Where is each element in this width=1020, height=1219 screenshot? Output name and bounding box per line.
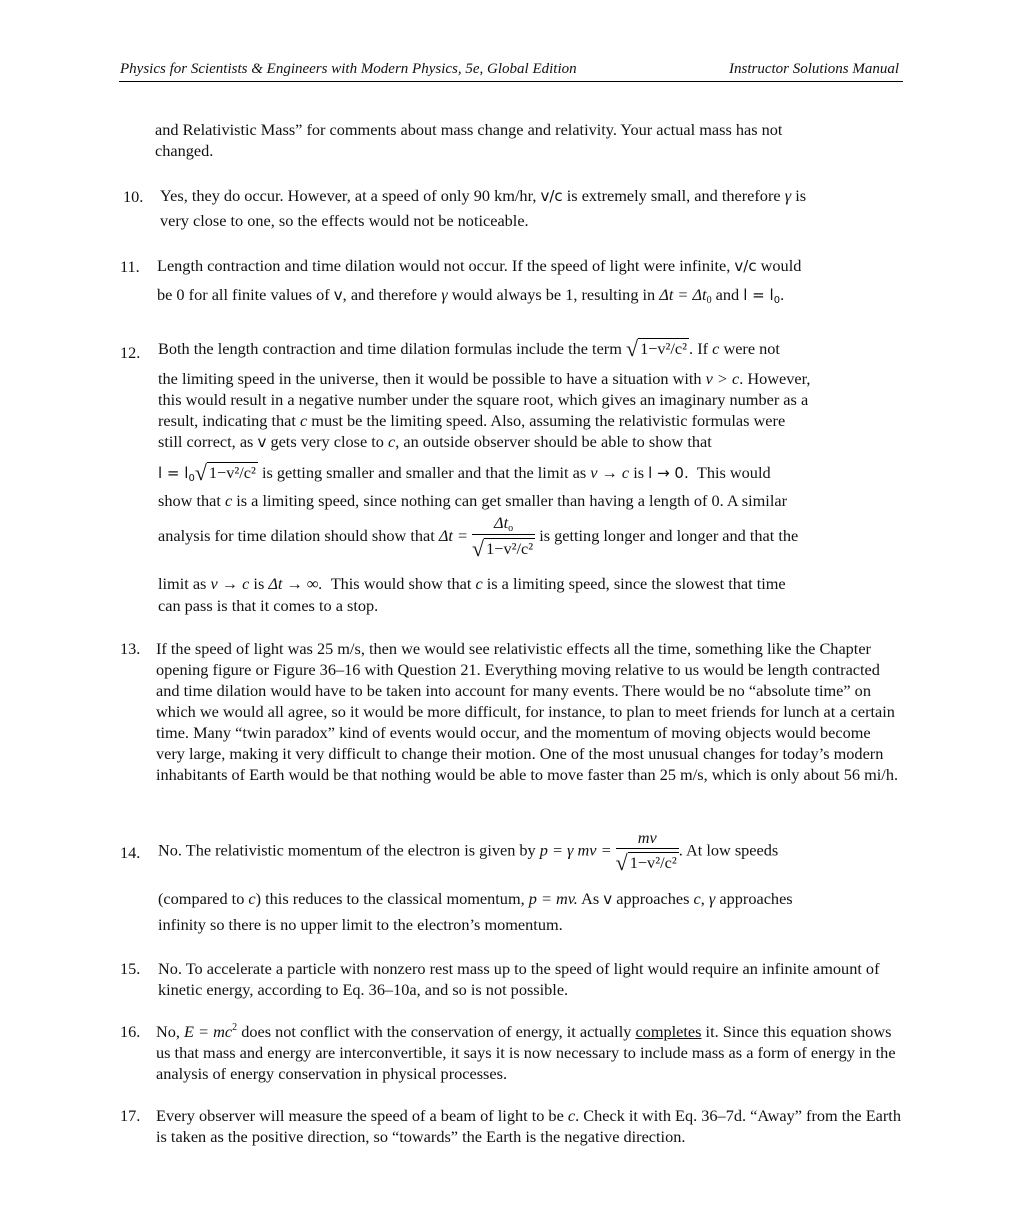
- q14-number: 14.: [120, 843, 141, 862]
- intro-line-2: changed.: [155, 141, 214, 160]
- q12-line-1: Both the length contraction and time dilation formulas include the term √ 1−v²/c² . If c were not: [158, 336, 780, 361]
- q15-number: 15.: [120, 959, 141, 978]
- page-header: [119, 61, 903, 82]
- book-title: Physics for Scientists & Engineers with Modern Physics, 5e, Global Edition: [120, 61, 577, 77]
- q12-line-3: this would result in a negative number under the square root, which gives an imaginary number as a: [158, 390, 809, 409]
- q17-text: Every observer will measure the speed of a beam of light to be c. Check it with Eq. 36–7d. “Away” from the Earth is taken as the positive direction, so “towards” the Earth is the negative direction.: [156, 1106, 901, 1146]
- q13-number: 13.: [120, 639, 141, 658]
- q11-line-2: be 0 for all finite values of v, and therefore γ would always be 1, resulting in $\Delta t = \Delta t_0$ and $l = l_0$.: [157, 285, 785, 306]
- q16-number: 16.: [120, 1022, 141, 1041]
- manual-title: Instructor Solutions Manual: [728, 61, 899, 77]
- q11-line-1: Length contraction and time dilation would not occur. If the speed of light were infinite, v/c would: [157, 256, 802, 275]
- v-over-c: v/c: [734, 257, 757, 275]
- q17-number: 17.: [120, 1106, 141, 1125]
- q11-number: 11.: [120, 257, 140, 276]
- momentum-fraction: $\frac{mv}{\text{√ 1−v²/c²}}$: [615, 828, 677, 875]
- q12-line-7: show that c is a limiting speed, since nothing can get smaller than having a length of 0. A similar: [158, 491, 787, 510]
- q16-text: No, $E = mc^2$ does not conflict with the conservation of energy, it actually completes it. Since this equation shows us that mass and energy are interconvertible, it says it is now necessary to include mass as a form of energy in the analysis of energy conservation in physical processes.: [156, 1022, 896, 1083]
- q15-text: No. To accelerate a particle with nonzero rest mass up to the speed of light would require an infinite amount of kinetic energy, according to Eq. 36–10a, and so is not possible.: [158, 959, 880, 999]
- q12-line-8: analysis for time dilation should show that Δt = $\frac{\Delta t_o}{\text{√ 1−v²/c²}}$ is getting longer and longer and that the: [158, 513, 799, 561]
- eq-length: $l = l_0$: [743, 286, 781, 306]
- sqrt-term: √ 1−v²/c²: [625, 336, 688, 361]
- q10-line-2: very close to one, so the effects would not be noticeable.: [160, 211, 529, 230]
- q14-line-2: (compared to c) this reduces to the classical momentum, p = mv. As v approaches c, γ approaches: [158, 889, 793, 908]
- q12-number: 12.: [120, 343, 141, 362]
- v-over-c: v/c: [540, 187, 563, 205]
- q14-line-3: infinity so there is no upper limit to the electron’s momentum.: [158, 915, 563, 934]
- q12-line-4: result, indicating that c must be the limiting speed. Also, assuming the relativistic formulas were: [158, 411, 786, 430]
- q13-text: If the speed of light was 25 m/s, then we would see relativistic effects all the time, something like the Chapter opening figure or Figure 36–16 with Question 21. Everything moving relative to us would be length contracted and time dilation would have to be taken into account for many events. There would be no “absolute time” on which we would all agree, so it would be more difficult, for instance, to plan to meet friends for lunch at a certain time. Many “twin paradox” kind of events would occur, and the momentum of moving objects would become very large, making it very difficult to change their motion. One of the most unusual changes for today’s modern inhabitants of Earth would be that nothing would be able to move faster than 25 m/s, which is only about 56 mi/h.: [156, 639, 899, 784]
- eq-time-dilation: $\Delta t = \Delta t_0$: [659, 285, 712, 306]
- q10-line-1: Yes, they do occur. However, at a speed of only 90 km/hr, v/c is extremely small, and therefore γ is: [160, 186, 807, 205]
- q12-line-9: limit as v → c is Δt → ∞. This would show that c is a limiting speed, since the slowest that time: [158, 574, 786, 593]
- q10-number: 10.: [123, 187, 144, 206]
- q12-line-6: $l = l_0√$ 1−v²/c² is getting smaller and smaller and that the limit as v → c is l → 0. This would: [158, 460, 771, 485]
- time-dilation-fraction: $\frac{\Delta t_o}{\text{√ 1−v²/c²}}$: [472, 513, 534, 561]
- intro-line-1: and Relativistic Mass” for comments about mass change and relativity. Your actual mass has not: [155, 120, 783, 139]
- q14-line-1: No. The relativistic momentum of the electron is given by p = γ mv = $\frac{mv}{\text{√ 1−v²/c²}}$ . At low speeds: [158, 828, 779, 875]
- q12-line-2: the limiting speed in the universe, then it would be possible to have a situation with v > c. However,: [158, 369, 811, 388]
- q12-line-5: still correct, as v gets very close to c, an outside observer should be able to show that: [158, 432, 712, 451]
- q12-line-10: can pass is that it comes to a stop.: [158, 596, 379, 615]
